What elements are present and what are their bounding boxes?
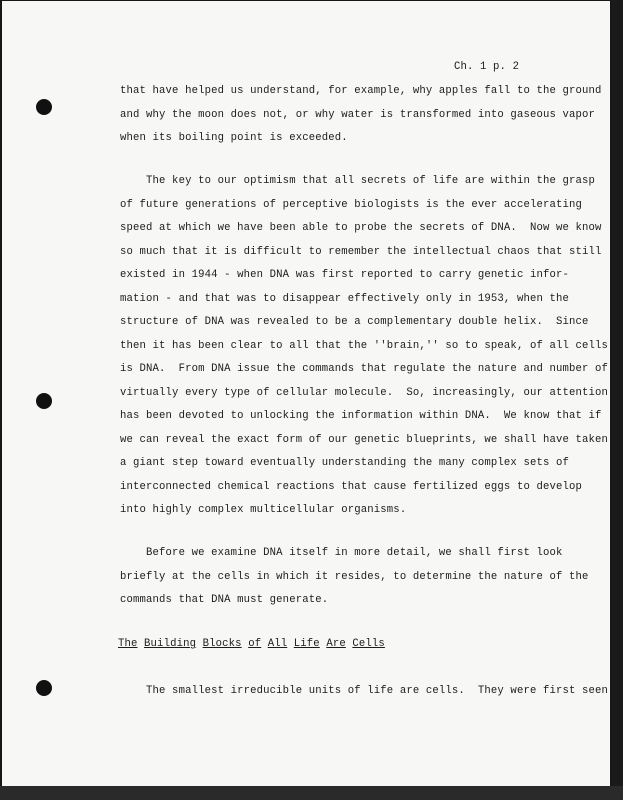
text-line: then it has been clear to all that the ''brain,'' so to speak, of all cells	[120, 339, 609, 352]
text-line: existed in 1944 - when DNA was first reported to carry genetic infor-	[120, 269, 570, 281]
text-line: has been devoted to unlocking the information within DNA. We know that if	[120, 410, 602, 422]
text-line: into highly complex multicellular organisms.	[120, 504, 407, 516]
text-line: speed at which we have been able to probe the secrets of DNA. Now we know	[120, 222, 602, 234]
text-line: interconnected chemical reactions that cause fertilized eggs to develop	[120, 480, 583, 493]
punch-hole	[36, 393, 52, 409]
text-line: a giant step toward eventually understanding the many complex sets of	[120, 457, 570, 469]
page-header: Ch. 1 p. 2	[454, 61, 520, 73]
heading-word: Life	[293, 638, 320, 650]
text-line: we can reveal the exact form of our genetic blueprints, we shall have taken	[120, 433, 609, 446]
text-line: The smallest irreducible units of life are cells. They were first seen	[120, 685, 609, 697]
heading-word: Building	[144, 638, 197, 650]
text-line: that have helped us understand, for example, why apples fall to the ground	[120, 85, 602, 97]
text-line: virtually every type of cellular molecule. So, increasingly, our attention	[120, 386, 609, 399]
text-line: of future generations of perceptive biologists is the ever accelerating	[120, 198, 583, 211]
heading-word: The	[118, 638, 138, 650]
section-heading	[118, 638, 385, 651]
punch-hole	[36, 680, 52, 696]
text-line: and why the moon does not, or why water is transformed into gaseous vapor	[120, 108, 596, 121]
punch-hole	[36, 99, 52, 115]
text-line: briefly at the cells in which it resides, to determine the nature of the	[120, 570, 589, 583]
text-line: Before we examine DNA itself in more detail, we shall first look	[120, 547, 563, 559]
document-page	[2, 1, 610, 787]
heading-word: Are	[326, 638, 346, 650]
heading-word: of	[248, 638, 262, 650]
heading-word: Blocks	[202, 638, 242, 650]
text-line: when its boiling point is exceeded.	[120, 132, 348, 144]
text-line: structure of DNA was revealed to be a complementary double helix. Since	[120, 316, 589, 328]
text-line: so much that it is difficult to remember the intellectual chaos that still	[120, 245, 602, 258]
heading-word: Cells	[352, 638, 385, 650]
scan-edge	[0, 786, 623, 800]
text-line: is DNA. From DNA issue the commands that regulate the nature and number of	[120, 363, 609, 375]
text-line: The key to our optimism that all secrets of life are within the grasp	[120, 175, 596, 187]
heading-word: All	[267, 638, 288, 650]
text-line: mation - and that was to disappear effectively only in 1953, when the	[120, 292, 570, 305]
text-line: commands that DNA must generate.	[120, 594, 329, 606]
